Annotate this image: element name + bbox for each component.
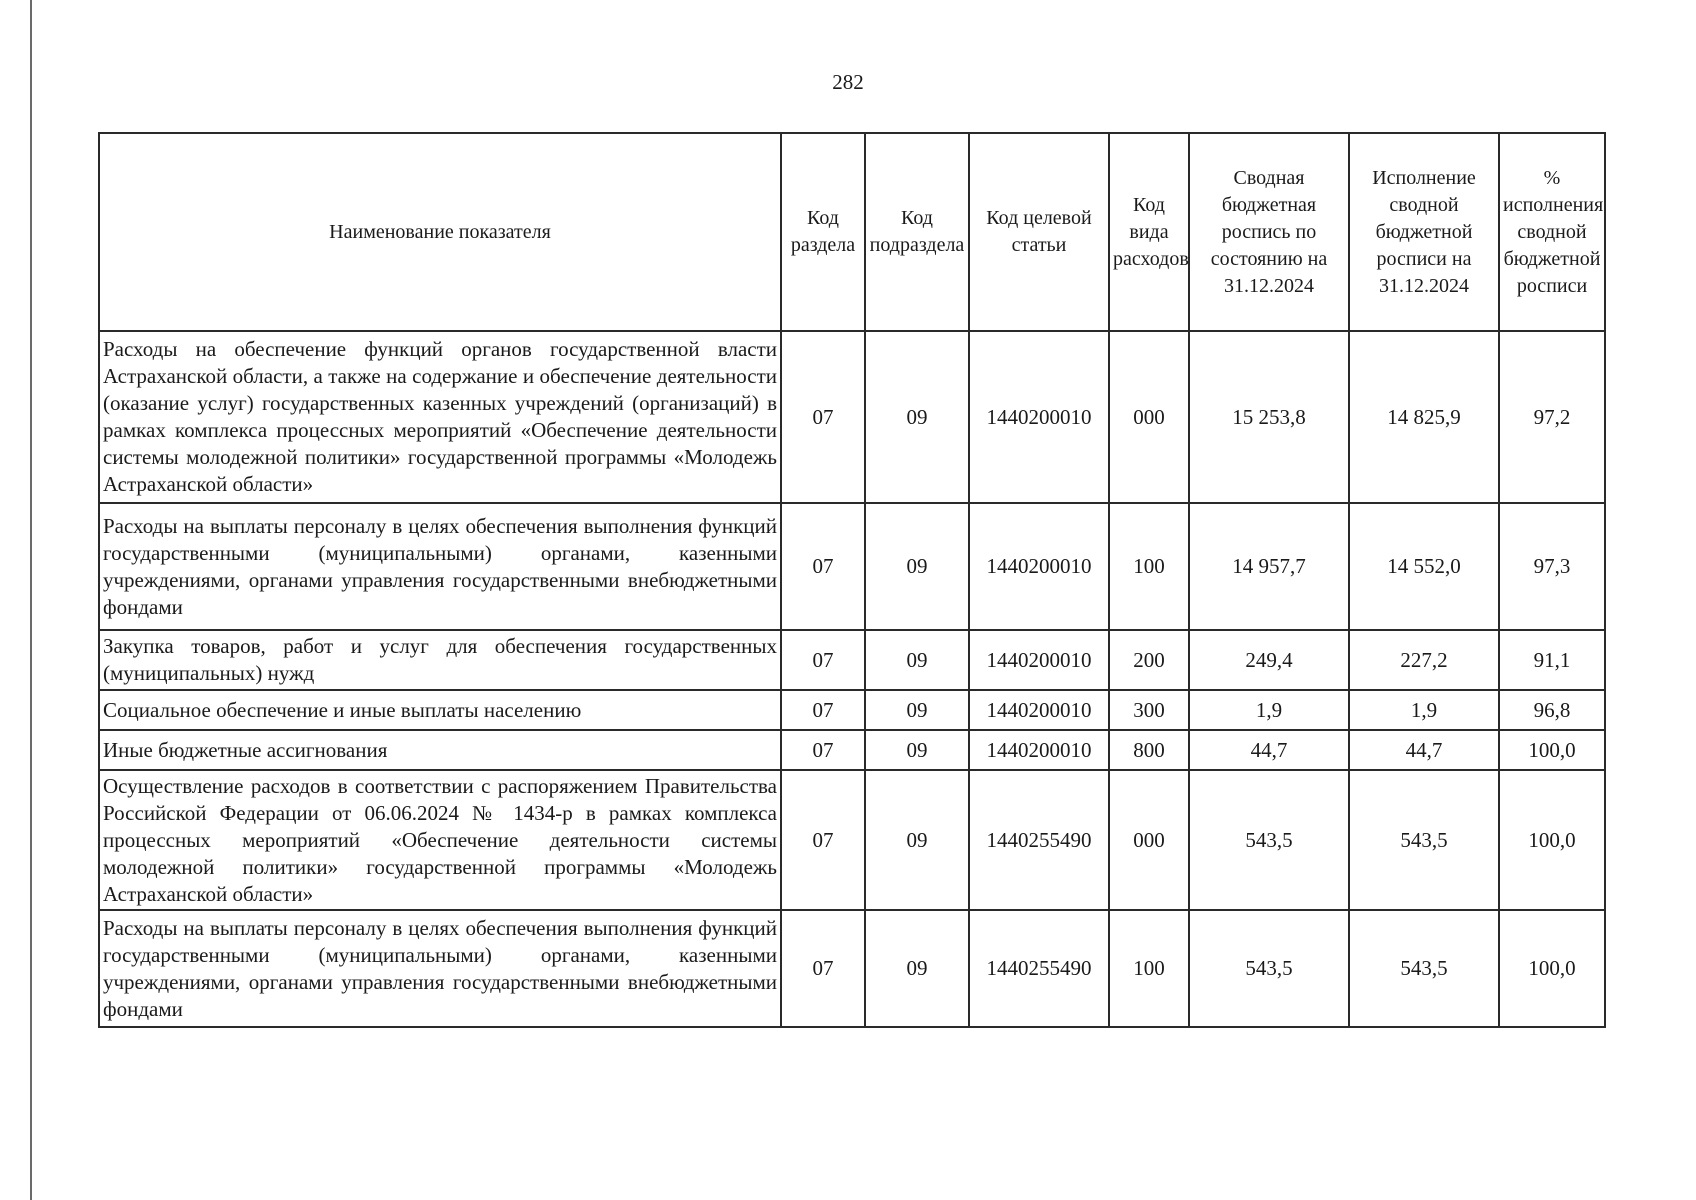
row-target: 1440200010 — [969, 730, 1109, 770]
row-plan: 543,5 — [1189, 910, 1349, 1027]
row-subsection: 09 — [865, 910, 969, 1027]
row-expense-type: 300 — [1109, 690, 1189, 730]
row-section: 07 — [781, 730, 865, 770]
row-subsection: 09 — [865, 690, 969, 730]
row-expense-type: 800 — [1109, 730, 1189, 770]
row-expense-type: 000 — [1109, 331, 1189, 503]
row-plan: 14 957,7 — [1189, 503, 1349, 630]
table-row — [99, 770, 1605, 910]
row-execution: 14 825,9 — [1349, 331, 1499, 503]
row-name: Социальное обеспечение и иные выплаты населению — [99, 690, 781, 730]
row-section: 07 — [781, 910, 865, 1027]
row-target: 1440255490 — [969, 770, 1109, 910]
row-subsection: 09 — [865, 770, 969, 910]
row-execution: 14 552,0 — [1349, 503, 1499, 630]
row-execution: 227,2 — [1349, 630, 1499, 690]
row-section: 07 — [781, 630, 865, 690]
row-expense-type: 000 — [1109, 770, 1189, 910]
table-row — [99, 910, 1605, 1027]
row-plan: 15 253,8 — [1189, 331, 1349, 503]
row-subsection: 09 — [865, 730, 969, 770]
row-execution: 1,9 — [1349, 690, 1499, 730]
header-subsection: Код подраздела — [865, 133, 969, 331]
budget-execution-table — [98, 132, 1606, 1028]
row-target: 1440200010 — [969, 690, 1109, 730]
row-section: 07 — [781, 331, 865, 503]
row-percent: 97,2 — [1499, 331, 1605, 503]
row-plan: 1,9 — [1189, 690, 1349, 730]
scan-edge-line — [30, 0, 32, 1200]
row-percent: 100,0 — [1499, 730, 1605, 770]
row-target: 1440200010 — [969, 331, 1109, 503]
row-expense-type: 100 — [1109, 910, 1189, 1027]
row-section: 07 — [781, 503, 865, 630]
header-plan: Сводная бюджетная роспись по состоянию на 31.12.2024 — [1189, 133, 1349, 331]
row-execution: 543,5 — [1349, 770, 1499, 910]
header-section: Код раздела — [781, 133, 865, 331]
row-name: Закупка товаров, работ и услуг для обеспечения государственных (муниципальных) нужд — [99, 630, 781, 690]
table-header-row — [99, 133, 1605, 331]
row-subsection: 09 — [865, 630, 969, 690]
header-target: Код целевой статьи — [969, 133, 1109, 331]
row-percent: 100,0 — [1499, 910, 1605, 1027]
row-percent: 100,0 — [1499, 770, 1605, 910]
row-percent: 91,1 — [1499, 630, 1605, 690]
row-percent: 97,3 — [1499, 503, 1605, 630]
row-expense-type: 200 — [1109, 630, 1189, 690]
header-expense-type: Код вида расходов — [1109, 133, 1189, 331]
row-section: 07 — [781, 690, 865, 730]
table-row — [99, 503, 1605, 630]
row-execution: 543,5 — [1349, 910, 1499, 1027]
row-expense-type: 100 — [1109, 503, 1189, 630]
table-row — [99, 730, 1605, 770]
header-percent: % исполнения сводной бюджетной росписи — [1499, 133, 1605, 331]
row-section: 07 — [781, 770, 865, 910]
row-subsection: 09 — [865, 331, 969, 503]
row-name: Иные бюджетные ассигнования — [99, 730, 781, 770]
table-row — [99, 690, 1605, 730]
row-plan: 44,7 — [1189, 730, 1349, 770]
row-target: 1440255490 — [969, 910, 1109, 1027]
row-name: Расходы на выплаты персоналу в целях обеспечения выполнения функций государственными (муниципальными) органами, казенными учреждениями, органами управления государственными внебюджетными фондами — [99, 503, 781, 630]
row-name: Расходы на обеспечение функций органов государственной власти Астраханской области, а также на содержание и обеспечение деятельности (оказание услуг) государственных казенных учреждений (организаций) в рамках комплекса процессных мероприятий «Обеспечение деятельности системы молодежной политики» государственной программы «Молодежь Астраханской области» — [99, 331, 781, 503]
page-number: 282 — [832, 70, 864, 94]
row-name: Расходы на выплаты персоналу в целях обеспечения выполнения функций государственными (муниципальными) органами, казенными учреждениями, органами управления государственными внебюджетными фондами — [99, 910, 781, 1027]
row-subsection: 09 — [865, 503, 969, 630]
header-execution: Исполнение сводной бюджетной росписи на 31.12.2024 — [1349, 133, 1499, 331]
row-name: Осуществление расходов в соответствии с распоряжением Правительства Российской Федерации от 06.06.2024 № 1434-р в рамках комплекса процессных мероприятий «Обеспечение деятельности системы молодежной политики» государственной программы «Молодежь Астраханской области» — [99, 770, 781, 910]
table-row — [99, 331, 1605, 503]
table-row — [99, 630, 1605, 690]
row-percent: 96,8 — [1499, 690, 1605, 730]
row-target: 1440200010 — [969, 503, 1109, 630]
row-target: 1440200010 — [969, 630, 1109, 690]
row-execution: 44,7 — [1349, 730, 1499, 770]
header-name: Наименование показателя — [99, 133, 781, 331]
row-plan: 249,4 — [1189, 630, 1349, 690]
row-plan: 543,5 — [1189, 770, 1349, 910]
